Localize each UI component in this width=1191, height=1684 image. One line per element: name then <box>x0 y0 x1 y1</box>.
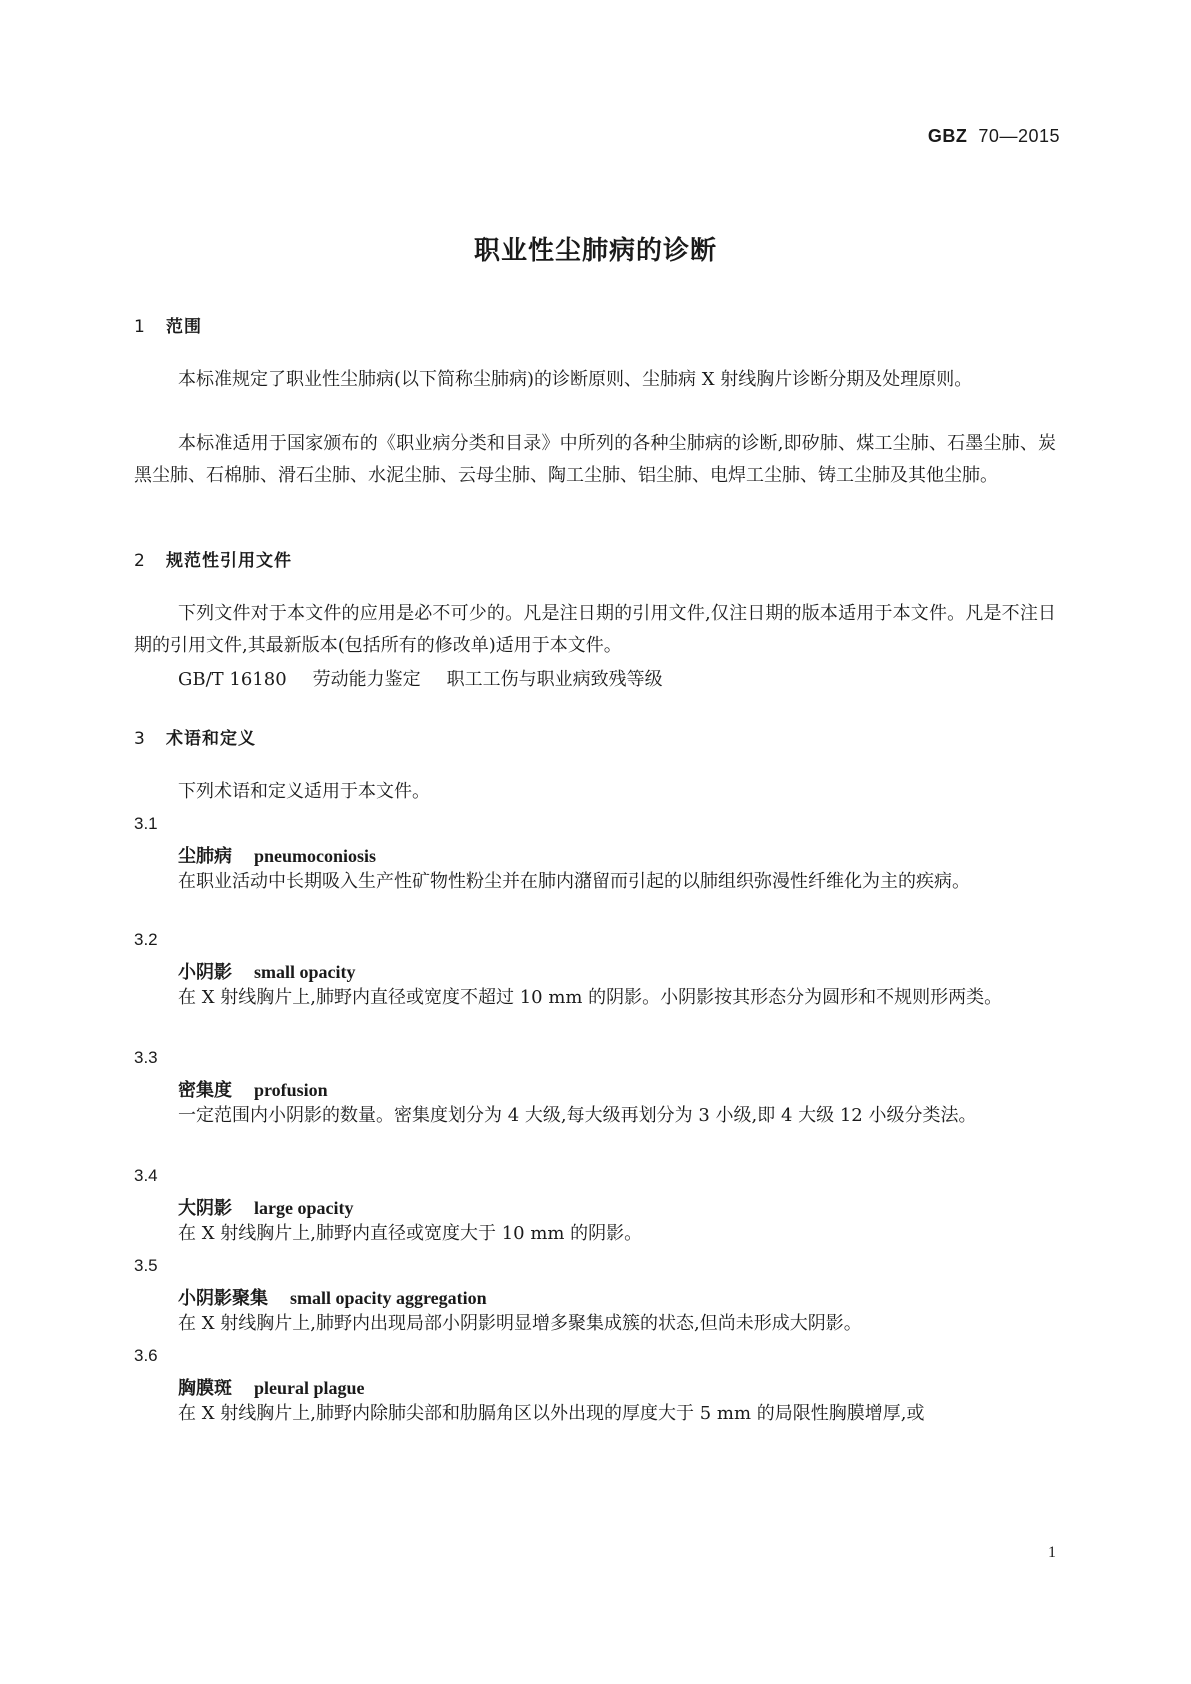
page-number: 1 <box>1048 1544 1056 1561</box>
clause-number: 3.1 <box>134 814 158 833</box>
term-en: pneumoconiosis <box>254 846 377 866</box>
term-definition: 一定范围内小阴影的数量。密集度划分为 4 大级,每大级再划分为 3 小级,即 4 大级 12 小级分类法。 <box>178 1105 977 1126</box>
term-zh: 密集度 <box>178 1080 232 1101</box>
term-zh: 大阴影 <box>178 1198 232 1219</box>
clause-number: 3.3 <box>134 1048 158 1067</box>
section-title: 规范性引用文件 <box>166 551 292 571</box>
term-definition: 在 X 射线胸片上,肺野内直径或宽度不超过 10 mm 的阴影。小阴影按其形态分为圆形和不规则形两类。 <box>178 987 1003 1008</box>
term-zh: 胸膜斑 <box>178 1378 232 1399</box>
section-number: 2 <box>134 551 146 571</box>
clause-number: 3.4 <box>134 1166 158 1185</box>
term-zh: 小阴影 <box>178 962 232 983</box>
reference-title-part1: 劳动能力鉴定 <box>312 669 421 690</box>
paragraph: 下列术语和定义适用于本文件。 <box>178 781 430 802</box>
normative-reference <box>178 665 689 691</box>
term-en: small opacity aggregation <box>290 1288 487 1308</box>
term-heading <box>178 1374 365 1400</box>
section-heading-2 <box>134 546 292 571</box>
term-zh: 小阴影聚集 <box>178 1288 268 1309</box>
standard-code <box>820 126 1060 147</box>
document-title: 职业性尘肺病的诊断 <box>473 236 717 266</box>
term-en: profusion <box>254 1080 328 1100</box>
term-en: large opacity <box>254 1198 354 1218</box>
section-number: 1 <box>134 317 146 337</box>
term-definition: 在 X 射线胸片上,肺野内除肺尖部和肋膈角区以外出现的厚度大于 5 mm 的局限性胸膜增厚,或 <box>178 1403 925 1424</box>
reference-title-part2: 职工工伤与职业病致残等级 <box>446 669 663 690</box>
clause-number: 3.5 <box>134 1256 158 1275</box>
term-heading <box>178 1194 353 1220</box>
section-number: 3 <box>134 729 146 749</box>
paragraph: 下列文件对于本文件的应用是必不可少的。凡是注日期的引用文件,仅注日期的版本适用于本文件。凡是不注日期的引用文件,其最新版本(包括所有的修改单)适用于本文件。 <box>134 603 1056 656</box>
paragraph: 本标准适用于国家颁布的《职业病分类和目录》中所列的各种尘肺病的诊断,即矽肺、煤工尘肺、石墨尘肺、炭黑尘肺、石棉肺、滑石尘肺、水泥尘肺、云母尘肺、陶工尘肺、铝尘肺、电焊工尘肺、铸工尘肺及其他尘肺。 <box>134 433 1056 486</box>
section-title: 范围 <box>166 317 202 337</box>
term-zh: 尘肺病 <box>178 846 232 867</box>
term-heading <box>178 842 376 868</box>
clause-number: 3.2 <box>134 930 158 949</box>
section-heading-3 <box>134 724 256 749</box>
term-heading <box>178 1284 487 1310</box>
term-heading <box>178 1076 328 1102</box>
term-definition: 在 X 射线胸片上,肺野内出现局部小阴影明显增多聚集成簇的状态,但尚未形成大阴影。 <box>178 1313 862 1334</box>
standard-prefix: GBZ <box>927 126 968 146</box>
term-en: small opacity <box>254 962 356 982</box>
standard-number: 70—2015 <box>978 126 1060 146</box>
term-heading <box>178 958 356 984</box>
paragraph: 本标准规定了职业性尘肺病(以下简称尘肺病)的诊断原则、尘肺病 X 射线胸片诊断分期及处理原则。 <box>178 369 973 390</box>
section-heading-1 <box>134 312 202 337</box>
term-en: pleural plague <box>254 1378 365 1398</box>
term-definition: 在职业活动中长期吸入生产性矿物性粉尘并在肺内潴留而引起的以肺组织弥漫性纤维化为主的疾病。 <box>178 871 970 892</box>
clause-number: 3.6 <box>134 1346 158 1365</box>
term-definition: 在 X 射线胸片上,肺野内直径或宽度大于 10 mm 的阴影。 <box>178 1223 643 1244</box>
reference-code: GB/T 16180 <box>178 669 287 690</box>
section-title: 术语和定义 <box>166 729 256 749</box>
